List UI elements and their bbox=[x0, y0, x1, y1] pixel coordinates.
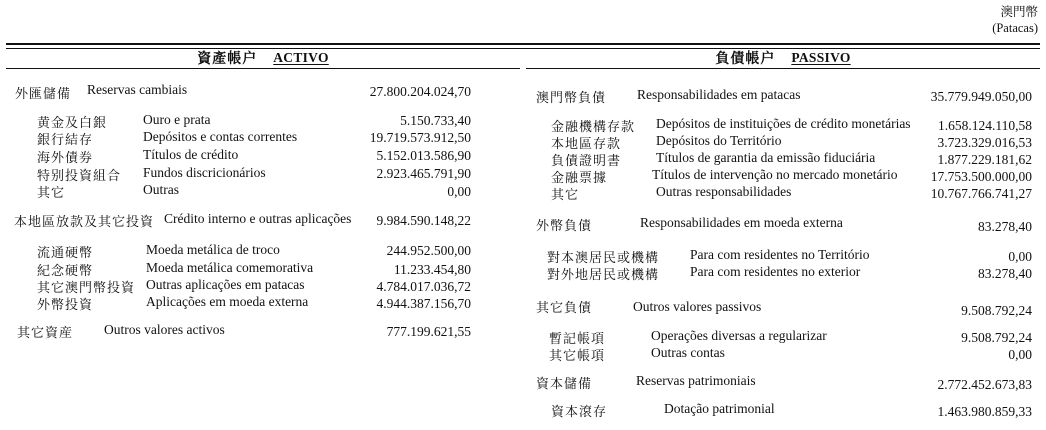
passivo-row-pt: Depósitos do Território bbox=[656, 133, 782, 148]
activo-row-zh: 其它澳門幣投資 bbox=[37, 281, 136, 296]
activo-row-pt: Moeda metálica de troco bbox=[146, 242, 280, 257]
activo-row-value: 11.233.454,80 bbox=[393, 262, 471, 277]
activo-row-zh: 流通硬幣 bbox=[37, 246, 94, 261]
passivo-row-value: 17.753.500.000,00 bbox=[930, 169, 1032, 184]
passivo-row-zh: 外幣負債 bbox=[536, 219, 593, 234]
passivo-row-zh: 金融票據 bbox=[551, 171, 608, 186]
passivo-row-value: 9.508.792,24 bbox=[961, 303, 1032, 318]
activo-row-pt: Moeda metálica comemorativa bbox=[146, 260, 314, 275]
activo-row-pt: Reservas cambiais bbox=[87, 82, 188, 97]
passivo-row-zh: 金融機構存款 bbox=[551, 120, 636, 135]
passivo-row-zh: 資本滾存 bbox=[551, 405, 608, 420]
currency-zh: 澳門幣 bbox=[1000, 5, 1038, 19]
passivo-row-value: 2.772.452.673,83 bbox=[937, 377, 1032, 392]
activo-header bbox=[6, 49, 520, 67]
activo-row-zh: 外匯儲備 bbox=[15, 87, 72, 102]
passivo-row-value: 0,00 bbox=[1008, 249, 1032, 264]
passivo-row-value: 1.463.980.859,33 bbox=[937, 404, 1032, 419]
activo-row-value: 19.719.573.912,50 bbox=[369, 130, 471, 145]
passivo-row-pt: Responsabilidades em moeda externa bbox=[640, 215, 843, 230]
passivo-row-pt: Títulos de intervenção no mercado monetário bbox=[652, 167, 898, 182]
activo-row-zh: 黄金及白銀 bbox=[37, 116, 108, 131]
activo-row-zh: 其它 bbox=[37, 186, 66, 201]
activo-row-pt: Outros valores activos bbox=[104, 322, 225, 337]
currency-pt: (Patacas) bbox=[992, 21, 1038, 35]
passivo-row-zh: 暫記帳項 bbox=[549, 332, 606, 347]
activo-row-zh: 海外債券 bbox=[37, 151, 94, 166]
activo-row-pt: Crédito interno e outras aplicações bbox=[164, 211, 352, 226]
passivo-row-value: 0,00 bbox=[1008, 347, 1032, 362]
activo-row-zh: 特别投資組合 bbox=[37, 169, 122, 184]
passivo-row-value: 3.723.329.016,53 bbox=[937, 135, 1032, 150]
passivo-row-value: 9.508.792,24 bbox=[961, 330, 1032, 345]
activo-row-value: 2.923.465.791,90 bbox=[376, 166, 471, 181]
activo-header-pt: ACTIVO bbox=[273, 50, 329, 65]
activo-row-pt: Aplicações em moeda externa bbox=[146, 294, 309, 309]
passivo-row-pt: Para com residentes no Território bbox=[690, 247, 870, 262]
activo-row-zh: 其它資産 bbox=[17, 326, 74, 341]
passivo-row-value: 35.779.949.050,00 bbox=[930, 89, 1032, 104]
activo-row-value: 777.199.621,55 bbox=[386, 324, 471, 339]
passivo-row-value: 10.767.766.741,27 bbox=[930, 186, 1032, 201]
activo-row-zh: 紀念硬幣 bbox=[37, 264, 94, 279]
passivo-row-zh: 資本儲備 bbox=[536, 377, 593, 392]
activo-row-value: 9.984.590.148,22 bbox=[376, 213, 471, 228]
activo-row-value: 0,00 bbox=[447, 184, 471, 199]
passivo-row-zh: 其它 bbox=[551, 188, 580, 203]
currency-note bbox=[992, 4, 1038, 36]
activo-row-value: 5.152.013.586,90 bbox=[376, 148, 471, 163]
activo-row-pt: Depósitos e contas correntes bbox=[143, 129, 298, 144]
activo-row-pt: Outras bbox=[143, 182, 179, 197]
passivo-row-pt: Outros valores passivos bbox=[633, 299, 762, 314]
passivo-row-pt: Reservas patrimoniais bbox=[636, 373, 756, 388]
passivo-row-zh: 負債證明書 bbox=[551, 154, 622, 169]
header-underline-left bbox=[6, 68, 520, 69]
passivo-row-pt: Outras responsabilidades bbox=[656, 184, 792, 199]
passivo-row-pt: Dotação patrimonial bbox=[664, 401, 775, 416]
passivo-row-value: 1.877.229.181,62 bbox=[937, 152, 1032, 167]
passivo-row-pt: Operações diversas a regularizar bbox=[651, 328, 827, 343]
activo-row-pt: Outras aplicações em patacas bbox=[146, 277, 305, 292]
passivo-header bbox=[526, 49, 1040, 67]
header-underline-right bbox=[526, 68, 1040, 69]
activo-row-zh: 銀行結存 bbox=[37, 133, 94, 148]
passivo-row-value: 83.278,40 bbox=[978, 219, 1032, 234]
passivo-row-zh: 其它帳項 bbox=[549, 349, 606, 364]
activo-row-value: 5.150.733,40 bbox=[400, 113, 471, 128]
passivo-row-zh: 對本澳居民或機構 bbox=[547, 251, 660, 266]
activo-row-pt: Títulos de crédito bbox=[143, 147, 239, 162]
activo-header-zh: 資產帳户 bbox=[197, 51, 258, 67]
activo-row-value: 244.952.500,00 bbox=[386, 243, 471, 258]
passivo-row-zh: 對外地居民或機構 bbox=[547, 268, 660, 283]
activo-row-value: 4.784.017.036,72 bbox=[376, 279, 471, 294]
passivo-row-pt: Outras contas bbox=[651, 345, 725, 360]
activo-row-value: 27.800.204.024,70 bbox=[369, 84, 471, 99]
passivo-header-zh: 負債帳户 bbox=[715, 51, 776, 67]
activo-row-zh: 本地區放款及其它投資 bbox=[14, 215, 155, 230]
passivo-row-zh: 本地區存款 bbox=[551, 137, 622, 152]
passivo-row-zh: 澳門幣負債 bbox=[536, 91, 607, 106]
passivo-row-pt: Para com residentes no exterior bbox=[690, 264, 861, 279]
passivo-row-value: 83.278,40 bbox=[978, 266, 1032, 281]
passivo-header-pt: PASSIVO bbox=[791, 50, 851, 65]
top-rule-thick bbox=[6, 43, 1040, 45]
activo-row-value: 4.944.387.156,70 bbox=[376, 296, 471, 311]
activo-row-pt: Fundos discricionários bbox=[143, 165, 266, 180]
passivo-row-pt: Títulos de garantia da emissão fiduciária bbox=[656, 150, 876, 165]
passivo-row-pt: Depósitos de instituições de crédito monetárias bbox=[656, 116, 911, 131]
passivo-row-value: 1.658.124.110,58 bbox=[938, 118, 1032, 133]
passivo-row-pt: Responsabilidades em patacas bbox=[637, 87, 801, 102]
passivo-row-zh: 其它負債 bbox=[536, 301, 593, 316]
activo-row-pt: Ouro e prata bbox=[143, 112, 211, 127]
activo-row-zh: 外幣投資 bbox=[37, 298, 94, 313]
